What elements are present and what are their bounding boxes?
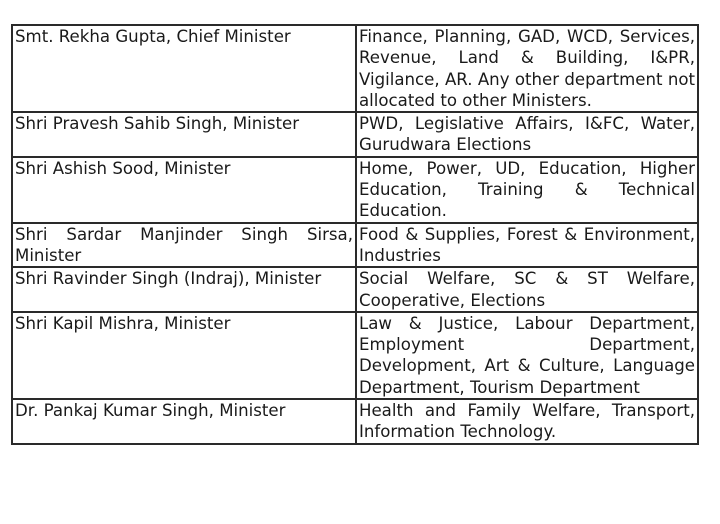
minister-name-cell: Shri Pravesh Sahib Singh, Minister	[12, 112, 356, 157]
minister-name-cell: Shri Ravinder Singh (Indraj), Minister	[12, 267, 356, 312]
table-row	[12, 312, 698, 399]
minister-name-cell: Smt. Rekha Gupta, Chief Minister	[12, 25, 356, 112]
table-row	[12, 267, 698, 312]
departments-cell: Social Welfare, SC & ST Welfare, Cooperative, Elections	[356, 267, 698, 312]
table-row	[12, 223, 698, 268]
portfolio-table	[11, 24, 699, 445]
table-row	[12, 157, 698, 223]
table-row	[12, 399, 698, 444]
departments-cell: PWD, Legislative Affairs, I&FC, Water, Gurudwara Elections	[356, 112, 698, 157]
departments-cell: Health and Family Welfare, Transport, Information Technology.	[356, 399, 698, 444]
minister-name-cell: Shri Ashish Sood, Minister	[12, 157, 356, 223]
table-row	[12, 112, 698, 157]
minister-name-cell: Dr. Pankaj Kumar Singh, Minister	[12, 399, 356, 444]
minister-name-cell: Shri Sardar Manjinder Singh Sirsa, Minister	[12, 223, 356, 268]
departments-cell: Food & Supplies, Forest & Environment, Industries	[356, 223, 698, 268]
departments-cell: Home, Power, UD, Education, Higher Education, Training & Technical Education.	[356, 157, 698, 223]
departments-cell: Law & Justice, Labour Department, Employment Department, Development, Art & Culture, Language Department, Tourism Department	[356, 312, 698, 399]
minister-name-cell: Shri Kapil Mishra, Minister	[12, 312, 356, 399]
table-row	[12, 25, 698, 112]
departments-cell: Finance, Planning, GAD, WCD, Services, Revenue, Land & Building, I&PR, Vigilance, AR. Any other department not allocated to other Ministers.	[356, 25, 698, 112]
